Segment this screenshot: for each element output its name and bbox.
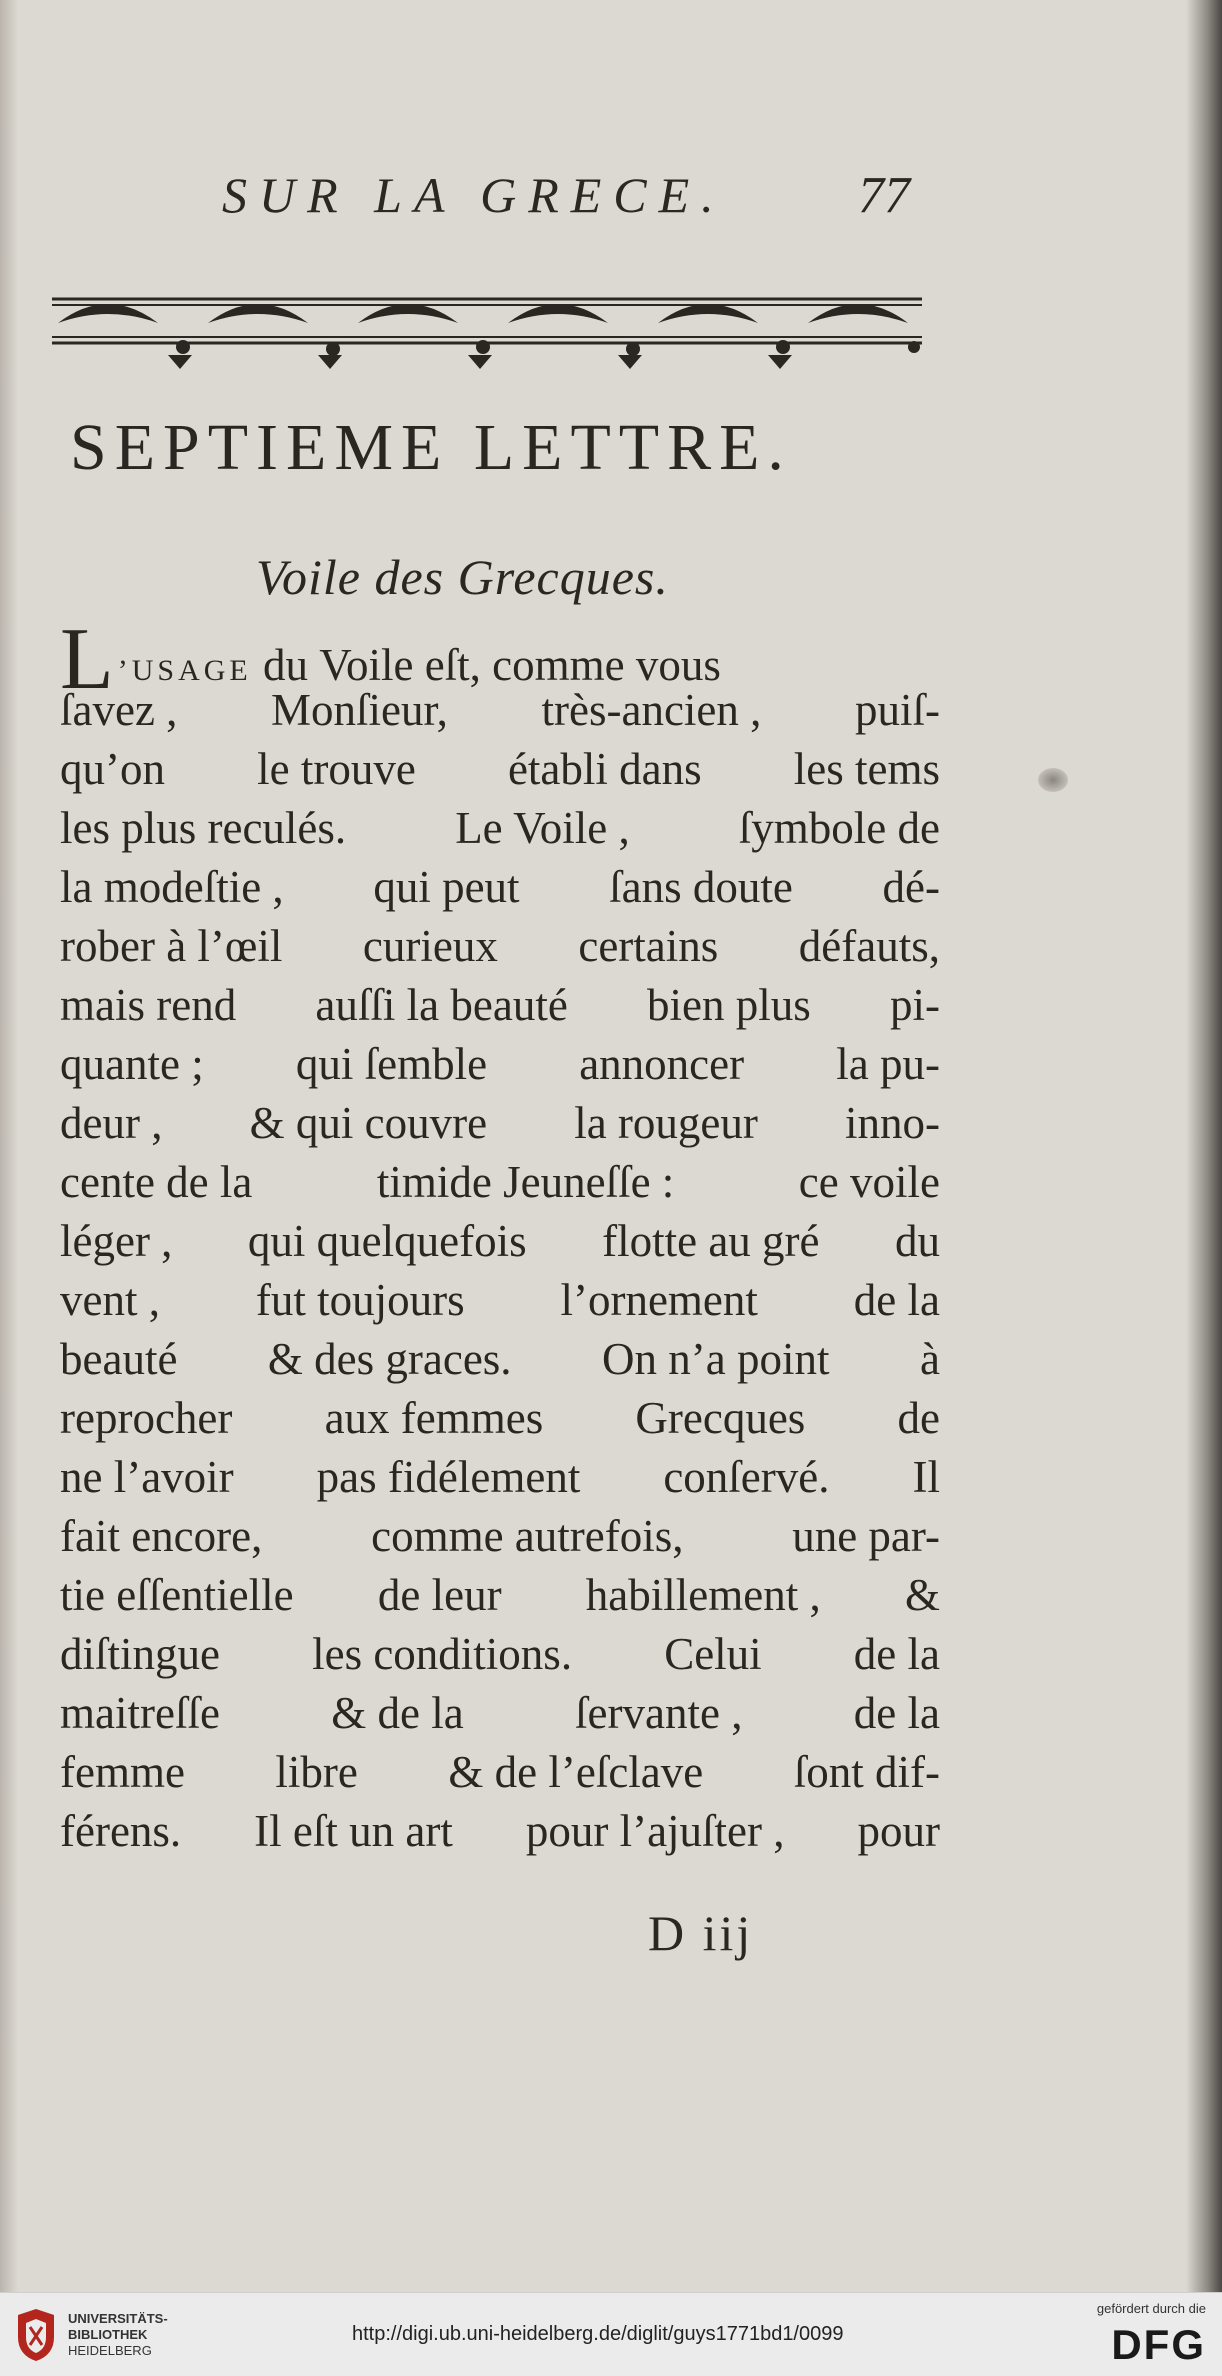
text-line xyxy=(60,1094,940,1153)
text-line xyxy=(60,1271,940,1330)
text-segment: du xyxy=(895,1216,940,1266)
text-segment: les plus reculés. xyxy=(60,803,347,853)
text-segment: puiſ- xyxy=(854,685,940,735)
drop-cap: L xyxy=(60,611,114,708)
digitization-footer xyxy=(0,2292,1222,2376)
text-segment: Voile eſt, xyxy=(319,640,481,690)
text-segment: bien plus xyxy=(647,980,811,1030)
text-segment: les tems xyxy=(793,744,940,794)
running-head xyxy=(0,160,1222,230)
text-segment: flotte au gré xyxy=(602,1216,820,1266)
text-segment: Il xyxy=(912,1452,940,1502)
text-segment: la pu- xyxy=(836,1039,940,1089)
text-line xyxy=(60,976,940,1035)
signature-mark: D iij xyxy=(648,1905,754,1961)
text-segment: vous xyxy=(635,640,721,690)
text-line xyxy=(60,1743,940,1802)
text-lines xyxy=(60,681,940,1861)
text-segment: Le Voile , xyxy=(455,803,630,853)
text-line xyxy=(60,740,940,799)
text-segment: & qui couvre xyxy=(249,1098,488,1148)
text-segment: ne l’avoir xyxy=(60,1452,234,1502)
text-segment: vent , xyxy=(60,1275,160,1325)
text-segment: dé- xyxy=(882,862,940,912)
text-segment: le trouve xyxy=(257,744,416,794)
text-segment: & de la xyxy=(331,1688,464,1738)
text-segment: de xyxy=(897,1393,940,1443)
text-segment: pour xyxy=(857,1806,940,1856)
text-line xyxy=(60,611,940,708)
text-line xyxy=(60,1035,940,1094)
text-line xyxy=(60,858,940,917)
text-segment: pour l’ajuſter , xyxy=(525,1806,785,1856)
text-segment: beauté xyxy=(60,1334,178,1384)
page-number: 77 xyxy=(858,167,910,224)
institution-name: UNIVERSITÄTS- BIBLIOTHEK HEIDELBERG xyxy=(68,2311,168,2358)
text-segment: diſtingue xyxy=(60,1629,220,1679)
text-line xyxy=(60,799,940,858)
text-segment: inno- xyxy=(845,1098,940,1148)
text-segment: timide Jeuneſſe : xyxy=(376,1157,675,1207)
text-segment: rober à l’œil xyxy=(60,921,283,971)
text-segment: ſymbole de xyxy=(738,803,940,853)
letter-subheading: Voile des Grecques. xyxy=(256,549,669,605)
floral-garland-ornament xyxy=(48,285,926,375)
body-text xyxy=(60,611,940,1861)
text-line xyxy=(60,1330,940,1389)
text-segment: On n’a point xyxy=(602,1334,830,1384)
text-segment: annoncer xyxy=(579,1039,745,1089)
text-segment: habillement , xyxy=(585,1570,821,1620)
text-segment: défauts, xyxy=(798,921,940,971)
text-segment: femme xyxy=(60,1747,185,1797)
text-segment: du xyxy=(263,640,309,690)
text-segment: maitreſſe xyxy=(60,1688,220,1738)
text-segment: ſont dif- xyxy=(793,1747,940,1797)
text-segment: Monſieur, xyxy=(271,685,448,735)
text-line xyxy=(60,1625,940,1684)
letter-heading: SEPTIEME LETTRE. xyxy=(70,411,792,484)
text-segment: Celui xyxy=(664,1629,762,1679)
text-segment: tie eſſentielle xyxy=(60,1570,294,1620)
text-segment: cente de la xyxy=(60,1157,253,1207)
text-segment: mais rend xyxy=(60,980,237,1030)
text-segment: fait encore, xyxy=(60,1511,263,1561)
text-line xyxy=(60,1153,940,1212)
ink-smudge xyxy=(1038,768,1068,792)
text-segment: de la xyxy=(853,1688,940,1738)
text-segment: férens. xyxy=(60,1806,182,1856)
text-segment: conſervé. xyxy=(663,1452,830,1502)
text-segment: Grecques xyxy=(635,1393,806,1443)
text-segment: très-ancien , xyxy=(541,685,762,735)
text-segment: ſans doute xyxy=(609,862,793,912)
funder-caption: gefördert durch die xyxy=(1096,2301,1206,2316)
text-segment: ſervante , xyxy=(575,1688,743,1738)
text-segment: qui peut xyxy=(373,862,520,912)
text-segment: curieux xyxy=(362,921,498,971)
text-segment: comme autrefois, xyxy=(371,1511,684,1561)
text-line xyxy=(60,1684,940,1743)
text-segment: deur , xyxy=(60,1098,163,1148)
text-segment: pi- xyxy=(890,980,940,1030)
text-line xyxy=(60,1389,940,1448)
text-line xyxy=(60,1802,940,1861)
smallcaps-word: ’USAGE xyxy=(117,654,252,687)
text-segment: à xyxy=(920,1334,940,1384)
text-segment: qui quelquefois xyxy=(247,1216,527,1266)
text-line xyxy=(60,1507,940,1566)
text-line xyxy=(60,1448,940,1507)
text-line xyxy=(60,1212,940,1271)
text-segment: comme xyxy=(492,640,625,690)
text-segment: léger , xyxy=(60,1216,173,1266)
text-segment: aux femmes xyxy=(324,1393,544,1443)
text-segment: l’ornement xyxy=(560,1275,758,1325)
text-segment: pas fidélement xyxy=(316,1452,581,1502)
text-segment: libre xyxy=(275,1747,358,1797)
text-segment: ſavez , xyxy=(60,685,178,735)
text-line xyxy=(60,917,940,976)
text-segment: de la xyxy=(853,1275,940,1325)
text-segment: & des graces. xyxy=(267,1334,512,1384)
text-segment: qu’on xyxy=(60,744,165,794)
text-segment: certains xyxy=(578,921,719,971)
text-segment: la rougeur xyxy=(574,1098,758,1148)
text-line xyxy=(60,1566,940,1625)
text-segment: établi dans xyxy=(507,744,702,794)
text-segment: & xyxy=(904,1570,940,1620)
text-segment: & de l’eſclave xyxy=(448,1747,704,1797)
text-segment: une par- xyxy=(792,1511,940,1561)
text-segment: de la xyxy=(853,1629,940,1679)
permalink-url[interactable]: http://digi.ub.uni-heidelberg.de/diglit/guys1771bd1/0099 xyxy=(352,2323,844,2345)
text-segment: les conditions. xyxy=(312,1629,573,1679)
text-segment: la modeſtie , xyxy=(60,862,284,912)
ub-heidelberg-logo-icon xyxy=(14,2307,58,2363)
text-segment: qui ſemble xyxy=(295,1039,488,1089)
dfg-logo: DFG xyxy=(1111,2321,1206,2368)
text-segment: quante ; xyxy=(60,1039,204,1089)
text-segment: auſſi la beauté xyxy=(315,980,568,1030)
text-segment: de leur xyxy=(377,1570,502,1620)
text-segment: fut toujours xyxy=(255,1275,465,1325)
text-segment: reprocher xyxy=(60,1393,233,1443)
text-segment: ce voile xyxy=(798,1157,940,1207)
running-head-title: SUR LA GRECE. xyxy=(222,167,726,223)
text-segment: Il eſt un art xyxy=(254,1806,453,1856)
